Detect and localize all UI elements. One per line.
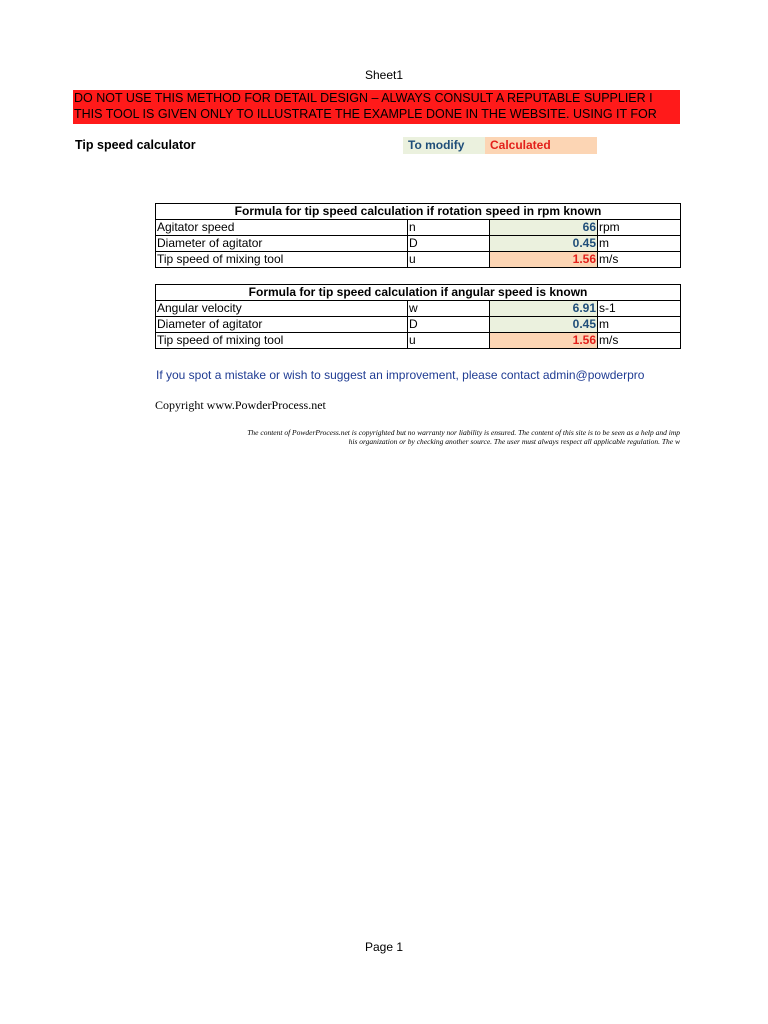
warning-line-2: THIS TOOL IS GIVEN ONLY TO ILLUSTRATE THE EXAMPLE DONE IN THE WEBSITE. USING IT FOR	[74, 107, 657, 121]
angular-table-header: Formula for tip speed calculation if angular speed is known	[156, 285, 681, 301]
row-symbol: u	[408, 333, 490, 349]
disclaimer	[140, 428, 680, 446]
rpm-table-header: Formula for tip speed calculation if rotation speed in rpm known	[156, 204, 681, 220]
table-row	[156, 252, 681, 268]
copyright-text: Copyright www.PowderProcess.net	[155, 398, 326, 412]
warning-line-1: DO NOT USE THIS METHOD FOR DETAIL DESIGN – ALWAYS CONSULT A REPUTABLE SUPPLIER I	[74, 91, 653, 105]
table-row	[156, 333, 681, 349]
row-label: Tip speed of mixing tool	[156, 252, 408, 268]
table-row	[156, 301, 681, 317]
disclaimer-line-2: his organization or by checking another source. The user must always respect all applicable regulation. The w	[348, 437, 680, 446]
angular-formula-table	[155, 284, 681, 349]
table-row	[156, 236, 681, 252]
diameter-input[interactable]: 0.45	[490, 317, 598, 333]
row-unit: m	[598, 236, 681, 252]
rpm-formula-table	[155, 203, 681, 268]
table-row	[156, 317, 681, 333]
sheet-name: Sheet1	[364, 68, 404, 82]
row-symbol: w	[408, 301, 490, 317]
row-label: Tip speed of mixing tool	[156, 333, 408, 349]
page-number: Page 1	[364, 940, 404, 954]
warning-banner	[73, 90, 680, 124]
diameter-input[interactable]: 0.45	[490, 236, 598, 252]
row-label: Diameter of agitator	[156, 317, 408, 333]
row-label: Angular velocity	[156, 301, 408, 317]
tip-speed-result: 1.56	[490, 333, 598, 349]
disclaimer-line-1: The content of PowderProcess.net is copyrighted but no warranty nor liability is ensured. The content of this site is to be seen as a help and imp	[247, 428, 680, 437]
row-label: Agitator speed	[156, 220, 408, 236]
row-unit: m	[598, 317, 681, 333]
row-unit: s-1	[598, 301, 681, 317]
row-symbol: D	[408, 317, 490, 333]
agitator-speed-input[interactable]: 66	[490, 220, 598, 236]
row-symbol: u	[408, 252, 490, 268]
legend-to-modify: To modify	[403, 137, 490, 154]
contact-text: If you spot a mistake or wish to suggest an improvement, please contact admin@powderpro	[156, 368, 645, 382]
row-unit: m/s	[598, 333, 681, 349]
legend-calculated: Calculated	[485, 137, 597, 154]
row-label: Diameter of agitator	[156, 236, 408, 252]
row-symbol: n	[408, 220, 490, 236]
calculator-title: Tip speed calculator	[75, 138, 196, 152]
row-unit: rpm	[598, 220, 681, 236]
row-unit: m/s	[598, 252, 681, 268]
table-row	[156, 220, 681, 236]
angular-velocity-input[interactable]: 6.91	[490, 301, 598, 317]
row-symbol: D	[408, 236, 490, 252]
tip-speed-result: 1.56	[490, 252, 598, 268]
